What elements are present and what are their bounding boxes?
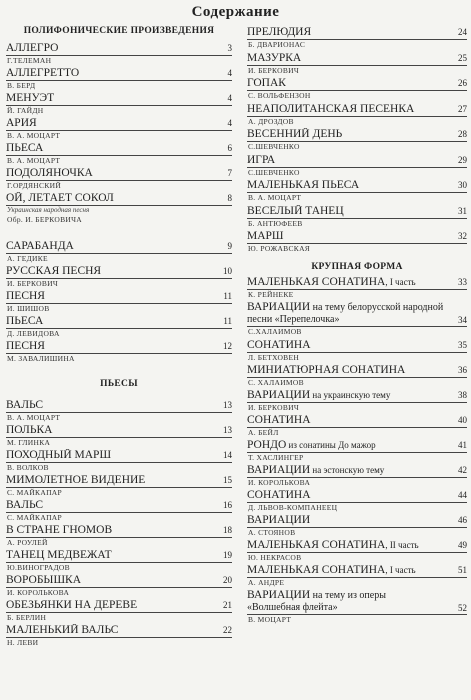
entry-title-row	[6, 399, 232, 413]
entry-page-number: 24	[458, 27, 467, 37]
entry-title-row	[6, 474, 232, 488]
entry-author: Ю. РОЖАВСКАЯ	[248, 244, 311, 253]
toc-entry	[6, 424, 232, 449]
entry-title-row	[247, 179, 467, 193]
toc-entry	[6, 499, 232, 524]
entry-page-number: 13	[223, 425, 232, 435]
entry-title: ПЕСНЯ	[6, 340, 45, 352]
entry-title-row	[6, 265, 232, 279]
toc-entry	[6, 524, 232, 549]
toc-entry	[247, 276, 467, 301]
toc-entry	[247, 414, 467, 439]
entry-title-line	[247, 301, 467, 314]
entry-author: И. ШИШОВ	[7, 304, 50, 313]
toc-entry	[247, 179, 467, 205]
toc-entry	[247, 389, 467, 414]
entry-title-row	[6, 42, 232, 56]
toc-entry	[247, 439, 467, 464]
entry-page-number: 42	[458, 464, 467, 475]
entry-title-row	[6, 315, 232, 329]
entry-author: Й. ГАЙДН	[7, 106, 44, 115]
toc-entry	[247, 77, 467, 103]
entry-title-row	[6, 524, 232, 538]
toc-entry	[6, 42, 232, 67]
entry-page-number: 29	[458, 154, 467, 165]
entry-page-number: 11	[223, 316, 232, 326]
entry-page-number: 30	[458, 180, 467, 190]
entry-title-row	[247, 26, 467, 40]
toc-entry	[6, 142, 232, 167]
entry-title-row	[247, 489, 467, 503]
entry-title-row	[247, 205, 467, 219]
entry-page-number: 22	[223, 625, 232, 635]
entry-author: А. ГЕДИКЕ	[7, 254, 48, 263]
entry-author: И. БЕРКОВИЧ	[248, 402, 300, 412]
section-title: ПЬЕСЫ	[100, 379, 138, 389]
entry-title-row	[247, 414, 467, 428]
entry-page-number: 13	[223, 400, 232, 410]
entry-page-number: 8	[227, 193, 232, 203]
entry-title: ПОДОЛЯНОЧКА	[6, 167, 93, 179]
entry-title: ПЬЕСА	[6, 142, 44, 154]
entry-title-row	[6, 67, 232, 81]
entry-page-number: 18	[223, 525, 232, 535]
toc-entry	[247, 230, 467, 256]
entry-subtitle: на тему белорусской народной	[310, 301, 444, 313]
entry-author: В. А. МОЦАРТ	[7, 156, 61, 165]
entry-page-number: 3	[227, 43, 232, 53]
entry-title: ВАРИАЦИИ	[247, 300, 311, 313]
entry-author: М. ЗАВАЛИШИНА	[7, 354, 75, 363]
toc-entry	[6, 399, 232, 424]
toc-entry	[6, 315, 232, 340]
toc-entry	[6, 92, 232, 117]
entry-page-number: 33	[458, 276, 467, 287]
entry-author: И. КОРОЛЬКОВА	[248, 477, 311, 487]
toc-left-column	[6, 26, 232, 698]
entry-page-number: 38	[458, 389, 467, 400]
entry-title-row	[247, 439, 467, 453]
entry-page-number: 49	[458, 539, 467, 550]
page-title: Содержание	[191, 4, 280, 20]
entry-title: ПОЛЬКА	[6, 424, 53, 436]
entry-title: МАРШ	[247, 230, 284, 242]
entry-title-row	[6, 599, 232, 613]
entry-page-number: 34	[458, 314, 467, 325]
entry-author: В. МОЦАРТ	[248, 614, 292, 624]
entry-title: СОНАТИНА	[247, 413, 311, 426]
entry-title: В СТРАНЕ ГНОМОВ	[6, 524, 113, 536]
entry-author: Т. ХАСЛИНГЕР	[248, 452, 304, 462]
entry-author: С.ШЕВЧЕНКО	[248, 142, 300, 151]
entry-subtitle: на эстонскую тему	[310, 464, 385, 475]
entry-page-number: 41	[458, 439, 467, 450]
toc-entry	[6, 549, 232, 574]
entry-author: С. ВОЛЬФЕНЗОН	[248, 91, 311, 100]
entry-title-row	[6, 574, 232, 588]
entry-author: А. БЕЙЛ	[248, 427, 279, 437]
toc-entry	[6, 265, 232, 290]
entry-subtitle: , I часть	[385, 276, 416, 287]
entry-title: ВАРИАЦИИ на эстонскую тему	[247, 463, 385, 476]
toc-entry	[6, 117, 232, 142]
entry-title-row	[247, 464, 467, 478]
toc-entry	[247, 154, 467, 180]
entry-title-row	[247, 514, 467, 528]
entry-author: В. А. МОЦАРТ	[7, 131, 61, 140]
entry-page-number: 35	[458, 339, 467, 350]
entry-title-row	[247, 276, 467, 290]
toc-entry	[247, 489, 467, 514]
entry-title-row	[6, 424, 232, 438]
entry-title: АЛЛЕГРЕТТО	[6, 67, 80, 79]
entry-title-line	[247, 602, 467, 614]
entry-title-row	[6, 624, 232, 638]
entry-page-number: 20	[223, 575, 232, 585]
entry-title: ИГРА	[247, 153, 276, 166]
entry-subtitle: , I часть	[385, 564, 416, 575]
toc-entry	[247, 339, 467, 364]
toc-entry	[247, 539, 467, 564]
entry-title-row	[247, 154, 467, 168]
entry-author: А. РОУЛЕЙ	[7, 538, 48, 547]
section-title: ПОЛИФОНИЧЕСКИЕ ПРОИЗВЕДЕНИЯ	[23, 26, 215, 36]
entry-title-row	[247, 230, 467, 244]
entry-title-row	[6, 192, 232, 206]
entry-page-number: 26	[458, 78, 467, 88]
entry-author: Г.ОРДЯНСКИЙ	[7, 181, 62, 190]
entry-title-line	[247, 589, 467, 602]
entry-title: МЕНУЭТ	[6, 92, 55, 104]
entry-author: Б. АНТЮФЕЕВ	[248, 218, 303, 228]
toc-entry	[6, 574, 232, 599]
entry-title-row	[247, 389, 467, 403]
entry-title: ПРЕЛЮДИЯ	[247, 26, 312, 38]
entry-page-number: 15	[223, 475, 232, 485]
entry-title: МАЗУРКА	[247, 51, 302, 64]
entry-title: МИНИАТЮРНАЯ СОНАТИНА	[247, 363, 406, 376]
entry-title-row	[6, 340, 232, 354]
entry-author: В. БЕРД	[7, 81, 36, 90]
entry-page-number: 40	[458, 414, 467, 425]
entry-page-number: 25	[458, 52, 467, 63]
entry-title: МАЛЕНЬКИЙ ВАЛЬС	[6, 624, 119, 636]
entry-author: Н. ЛЕВИ	[7, 638, 39, 647]
entry-title-row	[247, 539, 467, 553]
entry-title: ВАРИАЦИИ на украинскую тему	[247, 388, 391, 401]
entry-title-row	[6, 92, 232, 106]
entry-page-number: 4	[227, 93, 232, 103]
toc-entry	[6, 449, 232, 474]
toc-entry	[6, 290, 232, 315]
entry-title-row	[6, 240, 232, 254]
entry-title: ВАЛЬС	[6, 499, 44, 511]
toc-entry	[6, 599, 232, 624]
entry-title: ПЕСНЯ	[6, 290, 45, 302]
entry-page-number: 9	[227, 241, 232, 251]
entry-title-row	[247, 301, 467, 327]
entry-title-row	[6, 549, 232, 563]
toc-entry	[6, 67, 232, 92]
entry-author: В. ВОЛКОВ	[7, 463, 49, 472]
entry-author: С. ХАЛАИМОВ	[248, 377, 304, 387]
entry-title: ОБЕЗЬЯНКИ НА ДЕРЕВЕ	[6, 599, 138, 611]
entry-author: И. КОРОЛЬКОВА	[7, 588, 70, 597]
toc-entry	[6, 474, 232, 499]
entry-author: А. СТОЯНОВ	[248, 527, 296, 537]
entry-author: И. БЕРКОВИЧ	[248, 65, 300, 75]
entry-title: МИМОЛЕТНОЕ ВИДЕНИЕ	[6, 474, 146, 486]
entry-title: РУССКАЯ ПЕСНЯ	[6, 265, 102, 277]
entry-note: Украинская народная песня	[7, 206, 90, 214]
toc-entry	[6, 624, 232, 649]
entry-page-number: 21	[223, 600, 232, 610]
entry-title-row	[247, 339, 467, 353]
toc-entry	[6, 340, 232, 365]
entry-author: В. А. МОЦАРТ	[248, 193, 302, 202]
entry-title: САРАБАНДА	[6, 240, 74, 252]
entry-page-number: 27	[458, 103, 467, 114]
toc-entry	[247, 52, 467, 78]
entry-page-number: 16	[223, 500, 232, 510]
entry-author: С. МАЙКАПАР	[7, 488, 62, 497]
entry-title: АЛЛЕГРО	[6, 42, 59, 54]
entry-title: ОЙ, ЛЕТАЕТ СОКОЛ	[6, 192, 114, 204]
toc-entry	[247, 564, 467, 589]
toc-entry	[6, 192, 232, 240]
entry-author: Ю. НЕКРАСОВ	[248, 552, 302, 562]
entry-author: С.ХАЛАИМОВ	[248, 326, 302, 336]
entry-page-number: 10	[223, 266, 232, 276]
entry-author: А. ДРОЗДОВ	[248, 116, 294, 126]
entry-title-row	[6, 449, 232, 463]
entry-page-number: 12	[223, 341, 232, 351]
entry-title-row	[247, 103, 467, 117]
entry-subtitle: из сонатины До мажор	[286, 439, 376, 450]
toc-entry	[247, 464, 467, 489]
entry-title: СОНАТИНА	[247, 338, 311, 351]
toc-entry	[247, 26, 467, 52]
entry-page-number: 51	[458, 564, 467, 575]
entry-title-row	[6, 290, 232, 304]
entry-page-number: 19	[223, 550, 232, 560]
entry-author: А. АНДРЕ	[248, 577, 285, 587]
entry-title: ВЕСЕННИЙ ДЕНЬ	[247, 128, 343, 140]
entry-title: ПОХОДНЫЙ МАРШ	[6, 449, 112, 461]
entry-subtitle: «Волшебная флейта»	[247, 601, 338, 613]
entry-title: СОНАТИНА	[247, 488, 311, 501]
toc-entry	[6, 240, 232, 265]
entry-author: И. БЕРКОВИЧ	[7, 279, 59, 288]
entry-author: М. ГЛИНКА	[7, 438, 51, 447]
toc-entry	[6, 167, 232, 192]
entry-subtitle: на украинскую тему	[310, 389, 391, 400]
entry-page-number: 44	[458, 489, 467, 500]
entry-author: Л. БЕТХОВЕН	[248, 352, 300, 362]
toc-right-column	[247, 26, 467, 698]
entry-title: МАЛЕНЬКАЯ СОНАТИНА, I часть	[247, 563, 416, 576]
entry-page-number: 14	[223, 450, 232, 460]
entry-title: ВОРОБЫШКА	[6, 574, 82, 586]
entry-title-row	[6, 117, 232, 131]
entry-page-number: 11	[223, 291, 232, 301]
entry-title-row	[247, 128, 467, 142]
entry-subtitle: на тему из оперы	[310, 589, 386, 601]
entry-page-number: 4	[227, 118, 232, 128]
entry-page-number: 4	[227, 68, 232, 78]
entry-subtitle: , II часть	[385, 539, 419, 550]
entry-title-row	[6, 142, 232, 156]
entry-title: ГОПАК	[247, 77, 286, 89]
entry-title-line	[247, 314, 467, 326]
toc-entry	[247, 589, 467, 627]
entry-title: НЕАПОЛИТАНСКАЯ ПЕСЕНКА	[247, 102, 415, 115]
toc-entry	[247, 301, 467, 339]
entry-author: Ю.ВИНОГРАДОВ	[7, 563, 70, 572]
entry-page-number: 32	[458, 231, 467, 241]
toc-entry	[247, 128, 467, 154]
entry-author: Б. ДВАРИОНАС	[248, 40, 306, 49]
entry-page-number: 28	[458, 129, 467, 139]
entry-page-number: 6	[227, 143, 232, 153]
entry-author: Обр. И. БЕРКОВИЧА	[7, 214, 82, 224]
entry-page-number: 52	[458, 602, 467, 613]
toc-entry	[247, 103, 467, 129]
entry-title: ВАРИАЦИИ	[247, 513, 311, 526]
entry-title: ТАНЕЦ МЕДВЕЖАТ	[6, 549, 112, 561]
entry-author: Б. БЕРЛИН	[7, 613, 47, 622]
section-title: КРУПНАЯ ФОРМА	[311, 261, 403, 272]
entry-author: Г.ТЕЛЕМАН	[7, 56, 52, 65]
entry-title: РОНДО из сонатины До мажор	[247, 438, 376, 451]
entry-title-row	[6, 167, 232, 181]
entry-page-number: 7	[227, 168, 232, 178]
entry-title-row	[247, 52, 467, 66]
entry-title: МАЛЕНЬКАЯ СОНАТИНА, II часть	[247, 538, 419, 551]
entry-title: ВАЛЬС	[6, 399, 44, 411]
entry-page-number: 31	[458, 205, 467, 216]
entry-title: АРИЯ	[6, 117, 37, 129]
entry-title-row	[6, 499, 232, 513]
entry-subtitle: песни «Перепелочка»	[247, 313, 340, 325]
entry-title-row	[247, 564, 467, 578]
entry-author: В. А. МОЦАРТ	[7, 413, 61, 422]
entry-title: МАЛЕНЬКАЯ ПЬЕСА	[247, 179, 360, 191]
entry-title: ВЕСЕЛЫЙ ТАНЕЦ	[247, 204, 344, 217]
entry-title-row	[247, 77, 467, 91]
toc-entry	[247, 514, 467, 539]
entry-author: С. МАЙКАПАР	[7, 513, 62, 522]
entry-title: МАЛЕНЬКАЯ СОНАТИНА, I часть	[247, 275, 416, 288]
entry-author: Д. ЛЕВИДОВА	[7, 329, 60, 338]
entry-page-number: 46	[458, 514, 467, 525]
entry-page-number: 36	[458, 364, 467, 375]
entry-title-row	[247, 364, 467, 378]
entry-author: К. РЕЙНЕКЕ	[248, 289, 294, 299]
toc-entry	[247, 364, 467, 389]
toc-entry	[247, 205, 467, 231]
entry-title: ПЬЕСА	[6, 315, 44, 327]
entry-title: ВАРИАЦИИ	[247, 588, 311, 601]
entry-author: С.ШЕВЧЕНКО	[248, 167, 300, 177]
entry-author: Д. ЛЬВОВ-КОМПАНЕЕЦ	[248, 502, 338, 512]
entry-title-row	[247, 589, 467, 615]
